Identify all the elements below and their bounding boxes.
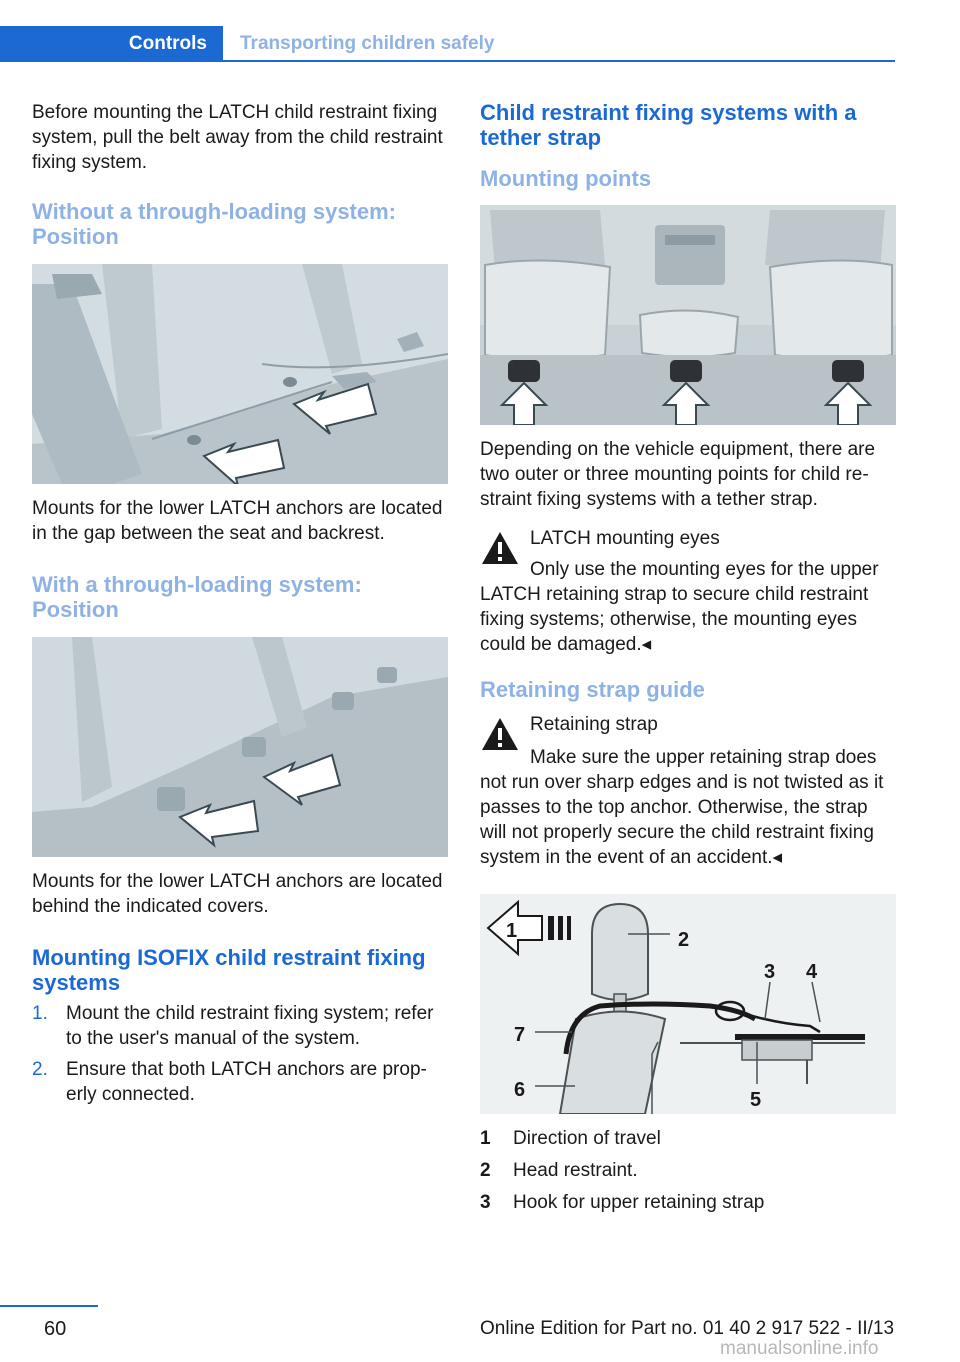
warning-triangle-icon (480, 716, 520, 752)
tab-controls-label: Controls (128, 33, 207, 54)
heading-isofix: Mounting ISOFIX child restraint fixing systems (32, 945, 426, 995)
warning-body: Make sure the upper retaining strap does not run over sharp edges and is not twisted as it passes to the top anchor. Otherwise, the strap will not properly secure the child restraint fixing system in the event of an accident.◂ (480, 747, 884, 868)
callout-5: 5 (750, 1089, 762, 1111)
footer-rule (0, 1305, 98, 1307)
legend-key: 3 (480, 1192, 491, 1213)
legend-row (480, 1190, 896, 1215)
watermark: manualsonline.info (720, 1338, 879, 1359)
legend-text: Hook for upper retaining strap (513, 1192, 765, 1213)
tab-controls[interactable] (0, 26, 223, 62)
breadcrumb-label: Transporting children safely (240, 33, 495, 54)
callout-2: 2 (678, 929, 690, 951)
list-item (32, 1001, 448, 1051)
legend-key: 1 (480, 1128, 491, 1149)
breadcrumb[interactable] (240, 26, 494, 62)
figure-legend (480, 1126, 896, 1215)
warning-triangle-icon (480, 530, 520, 566)
figure-strap-guide (480, 894, 896, 1114)
callout-4: 4 (806, 961, 818, 983)
step-number: 1. (32, 1003, 48, 1024)
callout-7: 7 (514, 1024, 526, 1046)
figure-cover-anchors (32, 637, 448, 857)
warning-latch-eyes (480, 526, 896, 657)
edition-text: Online Edition for Part no. 01 40 2 917 522 - II/13 (480, 1318, 895, 1339)
figure-mounting-points (480, 205, 896, 425)
warning-title: Retaining strap (530, 714, 658, 735)
heading-tether-strap: Child restraint fixing systems with a tether strap (480, 100, 857, 150)
legend-text: Head restraint. (513, 1160, 638, 1181)
caption-seat-gap: Mounts for the lower LATCH anchors are located in the gap between the seat and backrest. (32, 498, 443, 544)
legend-row (480, 1126, 896, 1151)
right-column (480, 100, 896, 1222)
callout-1: 1 (506, 920, 518, 942)
warning-title: LATCH mounting eyes (530, 528, 720, 549)
warning-retaining-strap (480, 712, 896, 870)
legend-text: Direction of travel (513, 1128, 661, 1149)
step-text: Ensure that both LATCH anchors are properly connected. (66, 1059, 427, 1105)
list-item (32, 1057, 448, 1107)
isofix-steps (32, 1001, 448, 1107)
step-text: Mount the child restraint fixing system; refer to the user's manual of the system. (66, 1003, 434, 1049)
page-number: 60 (44, 1318, 67, 1340)
heading-strap-guide: Retaining strap guide (480, 677, 705, 702)
caption-covers: Mounts for the lower LATCH anchors are located behind the indicated covers. (32, 871, 443, 917)
intro-paragraph: Before mounting the LATCH child restraint fixing system, pull the belt away from the child restraint fixing system. (32, 102, 443, 173)
figure-seat-gap-anchors (32, 264, 448, 484)
mounting-points-text: Depending on the vehicle equipment, there are two outer or three mounting points for child restraint fixing systems with a tether strap. (480, 439, 876, 510)
left-column (32, 100, 448, 1113)
header-rule (0, 60, 895, 62)
callout-3: 3 (764, 961, 776, 983)
heading-mounting-points: Mounting points (480, 166, 652, 191)
step-number: 2. (32, 1059, 48, 1080)
heading-without-through-loading: Without a through-loading system: Position (32, 199, 396, 249)
legend-key: 2 (480, 1160, 491, 1181)
callout-6: 6 (514, 1079, 526, 1101)
heading-with-through-loading: With a through-loading system: Position (32, 572, 362, 622)
warning-body: Only use the mounting eyes for the upper LATCH retaining strap to secure child restraint fixing systems; otherwise, the mounting eyes could be damaged.◂ (480, 559, 879, 655)
legend-row (480, 1158, 896, 1183)
